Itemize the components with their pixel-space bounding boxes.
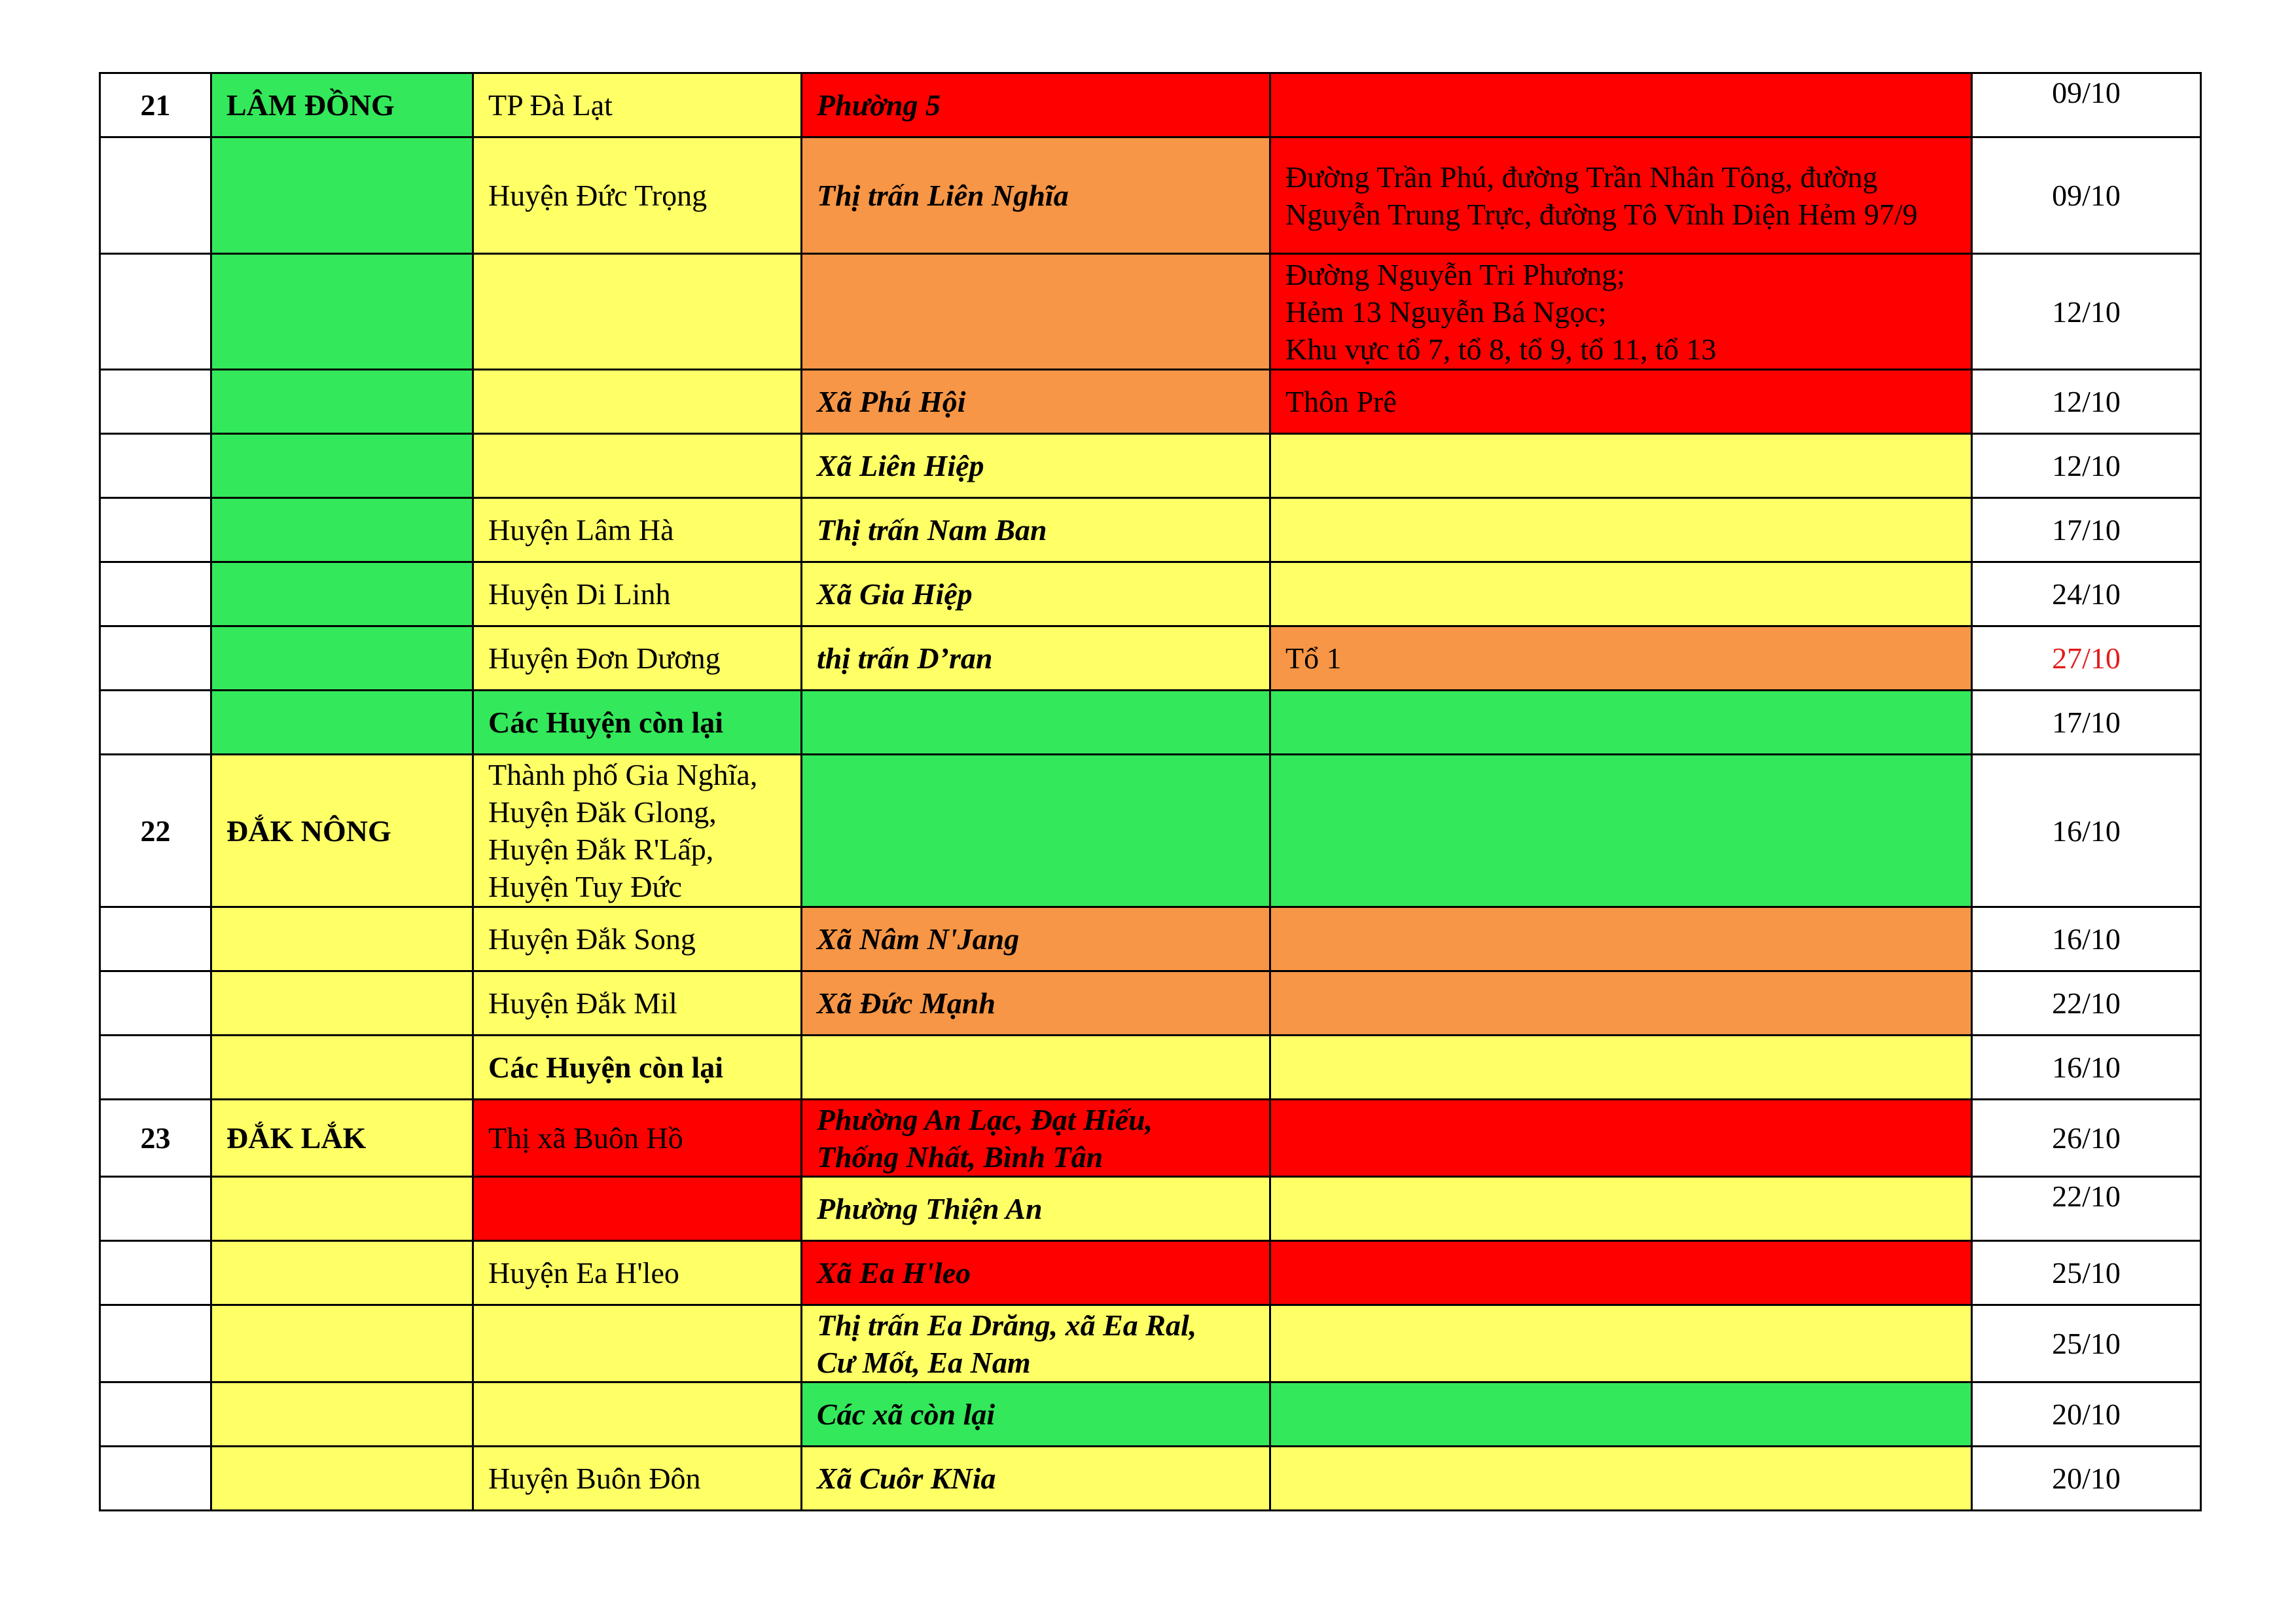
district-name: Các Huyện còn lại: [473, 1036, 802, 1100]
district-name: TP Đà Lạt: [473, 73, 802, 137]
date-value: 27/10: [1972, 626, 2201, 691]
commune-name: Thị trấn Liên Nghĩa: [802, 137, 1270, 254]
row-number: [100, 1382, 211, 1447]
row-number: [100, 971, 211, 1036]
commune-name: Xã Cuôr KNia: [802, 1447, 1270, 1511]
province-name: [211, 626, 473, 691]
zone-table: [99, 72, 2202, 1511]
district-line: Thành phố Gia Nghĩa,: [488, 758, 758, 791]
commune-name: Xã Liên Hiệp: [802, 434, 1270, 498]
date-value: 09/10: [1972, 73, 2201, 137]
district-name: Các Huyện còn lại: [473, 691, 802, 755]
area-detail: [1270, 907, 1972, 971]
commune-name: Xã Phú Hội: [802, 370, 1270, 434]
province-name: [211, 1177, 473, 1241]
province-name: [211, 691, 473, 755]
area-detail: Thôn Prê: [1270, 370, 1972, 434]
date-value: 16/10: [1972, 755, 2201, 907]
province-name: [211, 1036, 473, 1100]
row-number: [100, 1305, 211, 1382]
row-number: [100, 691, 211, 755]
row-number: [100, 1241, 211, 1305]
date-value: 25/10: [1972, 1305, 2201, 1382]
district-line: Huyện Đắk R'Lấp,: [488, 833, 714, 866]
area-detail: [1270, 254, 1972, 370]
district-name: Huyện Đức Trọng: [473, 137, 802, 254]
row-number: [100, 137, 211, 254]
district-name: Huyện Buôn Đôn: [473, 1447, 802, 1511]
district-name: [473, 370, 802, 434]
district-name: [473, 1382, 802, 1447]
commune-name: Phường Thiện An: [802, 1177, 1270, 1241]
district-name: Huyện Đắk Mil: [473, 971, 802, 1036]
table-row: [100, 73, 2201, 137]
row-number: 22: [100, 755, 211, 907]
commune-name: Xã Ea H'leo: [802, 1241, 1270, 1305]
commune-name: Các xã còn lại: [802, 1382, 1270, 1447]
province-name: [211, 498, 473, 562]
table-row: [100, 1100, 2201, 1177]
area-detail: [1270, 1241, 1972, 1305]
district-line: Huyện Tuy Đức: [488, 870, 682, 903]
row-number: 21: [100, 73, 211, 137]
province-name: [211, 1241, 473, 1305]
table-row: [100, 254, 2201, 370]
commune-name: [802, 1036, 1270, 1100]
district-name: Huyện Đắk Song: [473, 907, 802, 971]
row-number: [100, 498, 211, 562]
district-name: [473, 1177, 802, 1241]
row-number: [100, 1036, 211, 1100]
table-row: [100, 1241, 2201, 1305]
province-name: [211, 1382, 473, 1447]
row-number: [100, 1177, 211, 1241]
date-value: 17/10: [1972, 498, 2201, 562]
table-row: [100, 1177, 2201, 1241]
commune-name: [802, 254, 1270, 370]
province-name: [211, 971, 473, 1036]
row-number: [100, 1447, 211, 1511]
table-row: [100, 434, 2201, 498]
commune-name: [802, 1100, 1270, 1177]
table-row: [100, 691, 2201, 755]
district-name: Huyện Đơn Dương: [473, 626, 802, 691]
district-name: Huyện Lâm Hà: [473, 498, 802, 562]
province-name: [211, 1305, 473, 1382]
commune-line: Thị trấn Ea Drăng, xã Ea Ral,: [817, 1308, 1197, 1342]
table-row: [100, 1305, 2201, 1382]
area-detail: [1270, 1382, 1972, 1447]
date-value: 12/10: [1972, 370, 2201, 434]
area-detail: [1270, 562, 1972, 626]
date-value: 12/10: [1972, 254, 2201, 370]
district-name: Huyện Di Linh: [473, 562, 802, 626]
commune-name: Xã Gia Hiệp: [802, 562, 1270, 626]
province-name: ĐẮK LẮK: [211, 1100, 473, 1177]
province-name: [211, 370, 473, 434]
table-row: [100, 1036, 2201, 1100]
date-value: 20/10: [1972, 1447, 2201, 1511]
date-value: 16/10: [1972, 1036, 2201, 1100]
province-name: [211, 434, 473, 498]
table-row: [100, 137, 2201, 254]
area-detail: Tổ 1: [1270, 626, 1972, 691]
row-number: [100, 562, 211, 626]
district-name: [473, 755, 802, 907]
area-detail: [1270, 971, 1972, 1036]
area-line: Hẻm 13 Nguyễn Bá Ngọc;: [1285, 295, 1607, 329]
table-row: [100, 562, 2201, 626]
commune-name: Xã Nâm N'Jang: [802, 907, 1270, 971]
area-detail: Đường Trần Phú, đường Trần Nhân Tông, đường Nguyễn Trung Trực, đường Tô Vĩnh Diện Hẻm 97/9: [1270, 137, 1972, 254]
district-name: [473, 434, 802, 498]
date-value: 12/10: [1972, 434, 2201, 498]
province-name: [211, 907, 473, 971]
district-name: Huyện Ea H'leo: [473, 1241, 802, 1305]
area-line: Khu vực tổ 7, tổ 8, tổ 9, tổ 11, tổ 13: [1285, 332, 1717, 366]
province-name: ĐẮK NÔNG: [211, 755, 473, 907]
area-detail: [1270, 691, 1972, 755]
commune-name: [802, 691, 1270, 755]
area-line: Đường Nguyễn Tri Phương;: [1285, 257, 1625, 291]
commune-name: [802, 755, 1270, 907]
date-value: 09/10: [1972, 137, 2201, 254]
row-number: [100, 907, 211, 971]
table-row: [100, 971, 2201, 1036]
commune-name: Phường 5: [802, 73, 1270, 137]
row-number: 23: [100, 1100, 211, 1177]
commune-line: Phường An Lạc, Đạt Hiếu,: [817, 1102, 1153, 1136]
table-row: [100, 370, 2201, 434]
area-detail: [1270, 1100, 1972, 1177]
date-value: 17/10: [1972, 691, 2201, 755]
area-detail: [1270, 73, 1972, 137]
table-row: [100, 755, 2201, 907]
date-value: 22/10: [1972, 971, 2201, 1036]
row-number: [100, 370, 211, 434]
district-name: [473, 1305, 802, 1382]
district-name: Thị xã Buôn Hồ: [473, 1100, 802, 1177]
table-row: [100, 626, 2201, 691]
table-row: [100, 907, 2201, 971]
area-detail: [1270, 434, 1972, 498]
district-name: [473, 254, 802, 370]
province-name: [211, 254, 473, 370]
area-detail: [1270, 755, 1972, 907]
table-row: [100, 1382, 2201, 1447]
commune-name: Thị trấn Nam Ban: [802, 498, 1270, 562]
area-detail: [1270, 1447, 1972, 1511]
province-name: [211, 1447, 473, 1511]
row-number: [100, 626, 211, 691]
date-value: 26/10: [1972, 1100, 2201, 1177]
area-detail: [1270, 1305, 1972, 1382]
area-detail: [1270, 1177, 1972, 1241]
table-row: [100, 1447, 2201, 1511]
province-name: LÂM ĐỒNG: [211, 73, 473, 137]
province-name: [211, 137, 473, 254]
row-number: [100, 254, 211, 370]
area-detail: [1270, 1036, 1972, 1100]
date-value: 16/10: [1972, 907, 2201, 971]
commune-name: thị trấn D’ran: [802, 626, 1270, 691]
date-value: 24/10: [1972, 562, 2201, 626]
date-value: 25/10: [1972, 1241, 2201, 1305]
row-number: [100, 434, 211, 498]
district-line: Huyện Đăk Glong,: [488, 795, 717, 829]
date-value: 22/10: [1972, 1177, 2201, 1241]
commune-name: Xã Đức Mạnh: [802, 971, 1270, 1036]
province-name: [211, 562, 473, 626]
commune-line: Cư Mốt, Ea Nam: [817, 1345, 1031, 1379]
date-value: 20/10: [1972, 1382, 2201, 1447]
commune-line: Thống Nhất, Bình Tân: [817, 1140, 1103, 1174]
area-detail: [1270, 498, 1972, 562]
table-row: [100, 498, 2201, 562]
commune-name: [802, 1305, 1270, 1382]
